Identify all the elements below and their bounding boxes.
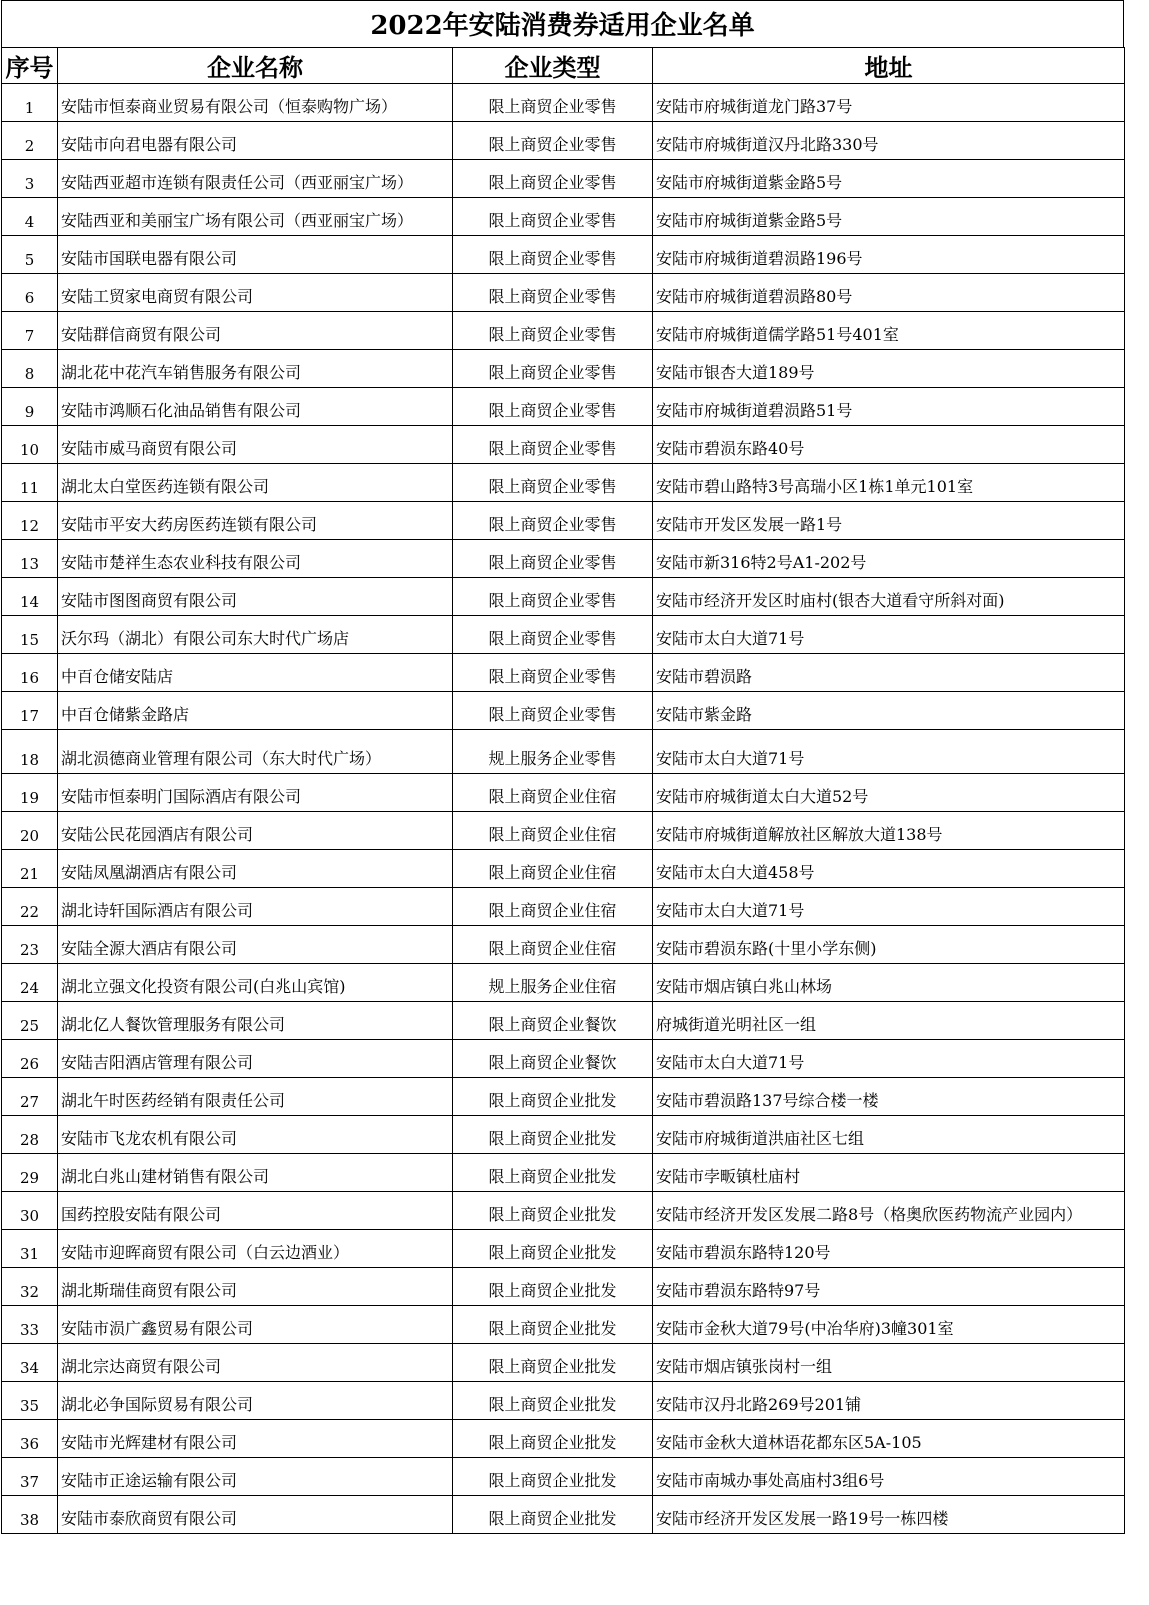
cell-type: 限上商贸企业零售 <box>453 350 653 388</box>
cell-name: 湖北太白堂医药连锁有限公司 <box>58 464 453 502</box>
table-row <box>2 160 1125 198</box>
cell-name: 中百仓储安陆店 <box>58 654 453 692</box>
table-row <box>2 774 1125 812</box>
cell-type: 限上商贸企业零售 <box>453 540 653 578</box>
cell-type: 限上商贸企业零售 <box>453 616 653 654</box>
cell-addr: 安陆市汉丹北路269号201铺 <box>653 1382 1125 1420</box>
cell-no: 28 <box>2 1116 58 1154</box>
table-row <box>2 812 1125 850</box>
cell-name: 安陆全源大酒店有限公司 <box>58 926 453 964</box>
cell-name: 安陆市国联电器有限公司 <box>58 236 453 274</box>
cell-no: 37 <box>2 1458 58 1496</box>
cell-name: 湖北白兆山建材销售有限公司 <box>58 1154 453 1192</box>
cell-name: 安陆市恒泰商业贸易有限公司（恒泰购物广场） <box>58 84 453 122</box>
table-row <box>2 540 1125 578</box>
cell-no: 14 <box>2 578 58 616</box>
cell-type: 限上商贸企业住宿 <box>453 774 653 812</box>
cell-addr: 安陆市太白大道458号 <box>653 850 1125 888</box>
cell-type: 限上商贸企业零售 <box>453 274 653 312</box>
cell-addr: 安陆市烟店镇张岗村一组 <box>653 1344 1125 1382</box>
cell-name: 湖北诗轩国际酒店有限公司 <box>58 888 453 926</box>
cell-addr: 安陆市太白大道71号 <box>653 888 1125 926</box>
cell-type: 限上商贸企业批发 <box>453 1078 653 1116</box>
cell-no: 33 <box>2 1306 58 1344</box>
cell-name: 安陆市楚祥生态农业科技有限公司 <box>58 540 453 578</box>
cell-addr: 安陆市府城街道碧涢路196号 <box>653 236 1125 274</box>
table-row <box>2 1116 1125 1154</box>
cell-name: 湖北花中花汽车销售服务有限公司 <box>58 350 453 388</box>
cell-addr: 安陆市太白大道71号 <box>653 616 1125 654</box>
cell-no: 34 <box>2 1344 58 1382</box>
table-row <box>2 1382 1125 1420</box>
cell-name: 安陆市泰欣商贸有限公司 <box>58 1496 453 1534</box>
cell-type: 限上商贸企业批发 <box>453 1344 653 1382</box>
cell-addr: 安陆市银杏大道189号 <box>653 350 1125 388</box>
cell-name: 中百仓储紫金路店 <box>58 692 453 730</box>
table-row <box>2 122 1125 160</box>
cell-addr: 安陆市孛畈镇杜庙村 <box>653 1154 1125 1192</box>
cell-no: 7 <box>2 312 58 350</box>
cell-type: 限上商贸企业批发 <box>453 1420 653 1458</box>
table-row <box>2 578 1125 616</box>
cell-type: 限上商贸企业住宿 <box>453 926 653 964</box>
cell-type: 限上商贸企业零售 <box>453 654 653 692</box>
cell-name: 湖北必争国际贸易有限公司 <box>58 1382 453 1420</box>
cell-name: 安陆市涢广鑫贸易有限公司 <box>58 1306 453 1344</box>
cell-no: 24 <box>2 964 58 1002</box>
table-row <box>2 1458 1125 1496</box>
cell-type: 限上商贸企业批发 <box>453 1230 653 1268</box>
table-row <box>2 888 1125 926</box>
table-row <box>2 1078 1125 1116</box>
table-row <box>2 1306 1125 1344</box>
header-type: 企业类型 <box>453 48 653 84</box>
cell-name: 国药控股安陆有限公司 <box>58 1192 453 1230</box>
table-row <box>2 1002 1125 1040</box>
header-name: 企业名称 <box>58 48 453 84</box>
cell-no: 8 <box>2 350 58 388</box>
cell-addr: 安陆市碧涢路137号综合楼一楼 <box>653 1078 1125 1116</box>
table-row <box>2 1268 1125 1306</box>
cell-no: 30 <box>2 1192 58 1230</box>
cell-addr: 安陆市经济开发区发展二路8号（格奥欣医药物流产业园内） <box>653 1192 1125 1230</box>
cell-type: 限上商贸企业零售 <box>453 464 653 502</box>
cell-addr: 安陆市府城街道儒学路51号401室 <box>653 312 1125 350</box>
table-row <box>2 926 1125 964</box>
cell-addr: 安陆市府城街道解放社区解放大道138号 <box>653 812 1125 850</box>
cell-type: 限上商贸企业批发 <box>453 1306 653 1344</box>
spreadsheet <box>1 0 1124 1534</box>
company-table <box>1 47 1125 1534</box>
table-row <box>2 730 1125 774</box>
cell-no: 26 <box>2 1040 58 1078</box>
cell-no: 35 <box>2 1382 58 1420</box>
cell-name: 安陆市威马商贸有限公司 <box>58 426 453 464</box>
cell-type: 限上商贸企业零售 <box>453 236 653 274</box>
cell-name: 安陆市飞龙农机有限公司 <box>58 1116 453 1154</box>
cell-no: 10 <box>2 426 58 464</box>
cell-addr: 安陆市经济开发区发展一路19号一栋四楼 <box>653 1496 1125 1534</box>
cell-addr: 府城街道光明社区一组 <box>653 1002 1125 1040</box>
cell-no: 25 <box>2 1002 58 1040</box>
cell-no: 2 <box>2 122 58 160</box>
cell-addr: 安陆市金秋大道79号(中冶华府)3幢301室 <box>653 1306 1125 1344</box>
cell-no: 19 <box>2 774 58 812</box>
table-row <box>2 274 1125 312</box>
table-row <box>2 850 1125 888</box>
cell-addr: 安陆市碧涢东路特97号 <box>653 1268 1125 1306</box>
cell-addr: 安陆市新316特2号A1-202号 <box>653 540 1125 578</box>
cell-no: 27 <box>2 1078 58 1116</box>
cell-type: 规上服务企业零售 <box>453 730 653 774</box>
cell-addr: 安陆市开发区发展一路1号 <box>653 502 1125 540</box>
cell-addr: 安陆市府城街道洪庙社区七组 <box>653 1116 1125 1154</box>
cell-name: 安陆市光辉建材有限公司 <box>58 1420 453 1458</box>
cell-no: 32 <box>2 1268 58 1306</box>
table-row <box>2 654 1125 692</box>
cell-addr: 安陆市碧涢东路特120号 <box>653 1230 1125 1268</box>
cell-type: 限上商贸企业住宿 <box>453 888 653 926</box>
cell-no: 5 <box>2 236 58 274</box>
cell-type: 限上商贸企业零售 <box>453 160 653 198</box>
cell-name: 安陆市平安大药房医药连锁有限公司 <box>58 502 453 540</box>
table-row <box>2 84 1125 122</box>
cell-addr: 安陆市碧涢东路40号 <box>653 426 1125 464</box>
cell-type: 规上服务企业住宿 <box>453 964 653 1002</box>
cell-addr: 安陆市府城街道龙门路37号 <box>653 84 1125 122</box>
sheet-title: 2022年安陆消费券适用企业名单 <box>1 0 1124 47</box>
table-row <box>2 1154 1125 1192</box>
cell-addr: 安陆市碧涢路 <box>653 654 1125 692</box>
cell-no: 16 <box>2 654 58 692</box>
cell-name: 安陆工贸家电商贸有限公司 <box>58 274 453 312</box>
cell-name: 安陆市恒泰明门国际酒店有限公司 <box>58 774 453 812</box>
cell-type: 限上商贸企业零售 <box>453 578 653 616</box>
cell-addr: 安陆市太白大道71号 <box>653 730 1125 774</box>
cell-no: 4 <box>2 198 58 236</box>
cell-type: 限上商贸企业零售 <box>453 426 653 464</box>
cell-type: 限上商贸企业住宿 <box>453 850 653 888</box>
cell-addr: 安陆市府城街道碧涢路51号 <box>653 388 1125 426</box>
cell-type: 限上商贸企业零售 <box>453 122 653 160</box>
table-row <box>2 388 1125 426</box>
header-row <box>2 48 1125 84</box>
table-row <box>2 1192 1125 1230</box>
cell-name: 湖北立强文化投资有限公司(白兆山宾馆) <box>58 964 453 1002</box>
table-row <box>2 1230 1125 1268</box>
cell-no: 15 <box>2 616 58 654</box>
cell-no: 3 <box>2 160 58 198</box>
cell-type: 限上商贸企业零售 <box>453 692 653 730</box>
cell-addr: 安陆市碧山路特3号高瑞小区1栋1单元101室 <box>653 464 1125 502</box>
cell-addr: 安陆市紫金路 <box>653 692 1125 730</box>
cell-type: 限上商贸企业餐饮 <box>453 1002 653 1040</box>
cell-type: 限上商贸企业零售 <box>453 84 653 122</box>
cell-name: 安陆市向君电器有限公司 <box>58 122 453 160</box>
table-row <box>2 464 1125 502</box>
table-row <box>2 1420 1125 1458</box>
cell-addr: 安陆市府城街道碧涢路80号 <box>653 274 1125 312</box>
cell-name: 安陆西亚和美丽宝广场有限公司（西亚丽宝广场） <box>58 198 453 236</box>
cell-name: 湖北斯瑞佳商贸有限公司 <box>58 1268 453 1306</box>
cell-no: 1 <box>2 84 58 122</box>
cell-no: 29 <box>2 1154 58 1192</box>
cell-addr: 安陆市太白大道71号 <box>653 1040 1125 1078</box>
table-row <box>2 692 1125 730</box>
header-addr: 地址 <box>653 48 1125 84</box>
cell-addr: 安陆市经济开发区时庙村(银杏大道看守所斜对面) <box>653 578 1125 616</box>
cell-name: 安陆凤凰湖酒店有限公司 <box>58 850 453 888</box>
table-row <box>2 350 1125 388</box>
cell-name: 安陆市鸿顺石化油品销售有限公司 <box>58 388 453 426</box>
header-no: 序号 <box>2 48 58 84</box>
cell-no: 20 <box>2 812 58 850</box>
table-row <box>2 1040 1125 1078</box>
cell-addr: 安陆市府城街道紫金路5号 <box>653 160 1125 198</box>
table-row <box>2 312 1125 350</box>
cell-type: 限上商贸企业住宿 <box>453 812 653 850</box>
cell-no: 11 <box>2 464 58 502</box>
table-row <box>2 236 1125 274</box>
cell-name: 安陆市正途运输有限公司 <box>58 1458 453 1496</box>
cell-no: 31 <box>2 1230 58 1268</box>
cell-name: 安陆公民花园酒店有限公司 <box>58 812 453 850</box>
cell-addr: 安陆市府城街道紫金路5号 <box>653 198 1125 236</box>
cell-type: 限上商贸企业零售 <box>453 502 653 540</box>
table-row <box>2 1344 1125 1382</box>
cell-no: 23 <box>2 926 58 964</box>
cell-type: 限上商贸企业餐饮 <box>453 1040 653 1078</box>
cell-no: 18 <box>2 730 58 774</box>
cell-addr: 安陆市府城街道汉丹北路330号 <box>653 122 1125 160</box>
cell-type: 限上商贸企业批发 <box>453 1154 653 1192</box>
cell-no: 22 <box>2 888 58 926</box>
cell-addr: 安陆市南城办事处高庙村3组6号 <box>653 1458 1125 1496</box>
cell-type: 限上商贸企业零售 <box>453 388 653 426</box>
cell-no: 6 <box>2 274 58 312</box>
cell-type: 限上商贸企业批发 <box>453 1458 653 1496</box>
cell-type: 限上商贸企业零售 <box>453 312 653 350</box>
cell-name: 安陆市迎晖商贸有限公司（白云边酒业） <box>58 1230 453 1268</box>
cell-name: 湖北涢德商业管理有限公司（东大时代广场） <box>58 730 453 774</box>
cell-addr: 安陆市烟店镇白兆山林场 <box>653 964 1125 1002</box>
table-row <box>2 1496 1125 1534</box>
table-row <box>2 616 1125 654</box>
cell-no: 21 <box>2 850 58 888</box>
cell-type: 限上商贸企业批发 <box>453 1496 653 1534</box>
table-row <box>2 198 1125 236</box>
cell-addr: 安陆市金秋大道林语花都东区5A-105 <box>653 1420 1125 1458</box>
cell-no: 13 <box>2 540 58 578</box>
cell-no: 12 <box>2 502 58 540</box>
cell-name: 安陆吉阳酒店管理有限公司 <box>58 1040 453 1078</box>
cell-type: 限上商贸企业零售 <box>453 198 653 236</box>
cell-type: 限上商贸企业批发 <box>453 1116 653 1154</box>
table-row <box>2 502 1125 540</box>
cell-name: 湖北亿人餐饮管理服务有限公司 <box>58 1002 453 1040</box>
cell-name: 安陆西亚超市连锁有限责任公司（西亚丽宝广场） <box>58 160 453 198</box>
cell-name: 安陆群信商贸有限公司 <box>58 312 453 350</box>
table-row <box>2 426 1125 464</box>
cell-name: 湖北午时医药经销有限责任公司 <box>58 1078 453 1116</box>
cell-addr: 安陆市碧涢东路(十里小学东侧) <box>653 926 1125 964</box>
cell-name: 沃尔玛（湖北）有限公司东大时代广场店 <box>58 616 453 654</box>
cell-no: 36 <box>2 1420 58 1458</box>
cell-type: 限上商贸企业批发 <box>453 1192 653 1230</box>
table-row <box>2 964 1125 1002</box>
cell-no: 38 <box>2 1496 58 1534</box>
cell-name: 湖北宗达商贸有限公司 <box>58 1344 453 1382</box>
cell-no: 17 <box>2 692 58 730</box>
cell-no: 9 <box>2 388 58 426</box>
cell-name: 安陆市图图商贸有限公司 <box>58 578 453 616</box>
cell-type: 限上商贸企业批发 <box>453 1382 653 1420</box>
table-body <box>2 84 1125 1534</box>
cell-type: 限上商贸企业批发 <box>453 1268 653 1306</box>
cell-addr: 安陆市府城街道太白大道52号 <box>653 774 1125 812</box>
